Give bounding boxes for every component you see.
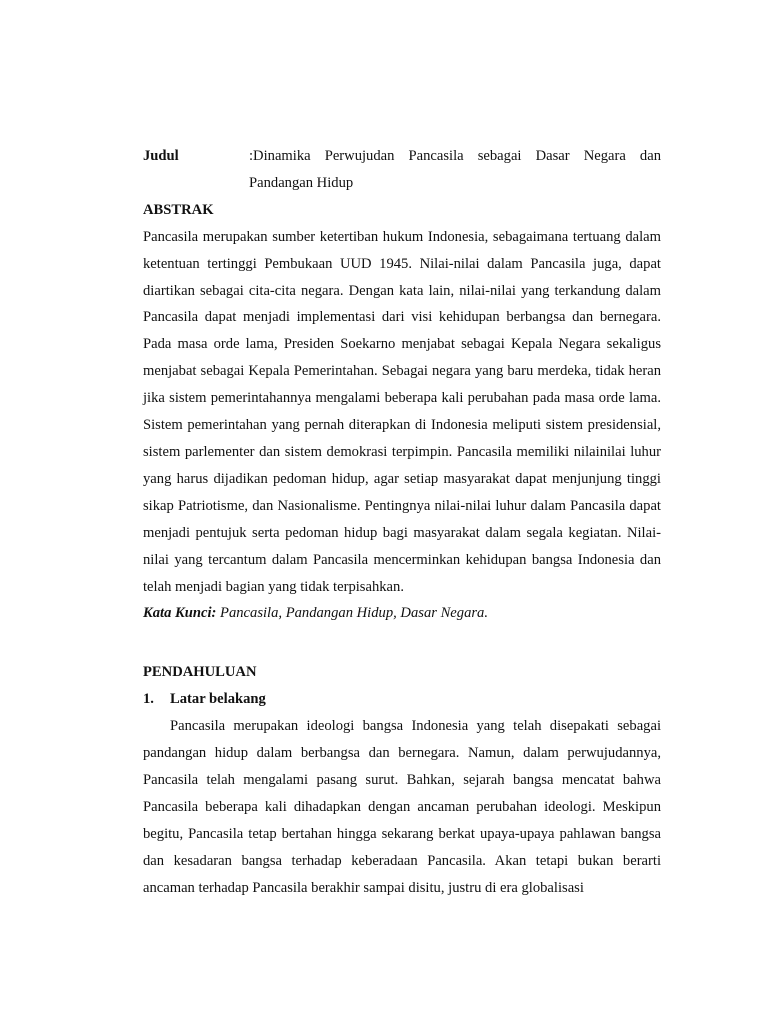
title-text: :Dinamika Perwujudan Pancasila sebagai Dasar Negara dan Pandangan Hidup [249, 148, 661, 191]
keywords-line [143, 600, 661, 627]
abstract-heading: ABSTRAK [143, 201, 214, 218]
introduction-body: Pancasila merupakan ideologi bangsa Indonesia yang telah disepakati sebagai pandangan hidup dalam berbangsa dan bernegara. Namun, dalam perwujudannya, Pancasila telah mengalami pasang surut. Bahkan, sejarah bangsa mencatat bahwa Pancasila beberapa kali dihadapkan dengan ancaman perubahan ideologi. Meskipun begitu, Pancasila tetap bertahan hingga sekarang berkat upaya-upaya pahlawan bangsa dan kesadaran bangsa terhadap keberadaan Pancasila. Akan tetapi bukan berarti ancaman terhadap Pancasila berakhir sampai disitu, justru di era globalisasi [143, 718, 661, 896]
subsection-number: 1. [143, 691, 154, 708]
keywords-text: Pancasila, Pandangan Hidup, Dasar Negara. [216, 605, 488, 622]
title-row [143, 143, 661, 197]
subsection-heading [143, 686, 661, 713]
title-label: Judul [143, 148, 179, 164]
abstract-body: Pancasila merupakan sumber ketertiban hukum Indonesia, sebagaimana tertuang dalam ketentuan tertinggi Pembukaan UUD 1945. Nilai-nilai dalam Pancasila juga, dapat diartikan sebagai cita-cita negara. Dengan kata lain, nilai-nilai yang terkandung dalam Pancasila dapat menjadi implementasi dari visi kehidupan berbangsa dan bernegara. Pada masa orde lama, Presiden Soekarno menjabat sebagai Kepala Negara sekaligus menjabat sebagai Kepala Pemerintahan. Sebagai negara yang baru merdeka, tidak heran jika sistem pemerintahannya mengalami beberapa kali perubahan pada masa orde lama. Sistem pemerintahan yang pernah diterapkan di Indonesia meliputi sistem presidensial, sistem parlementer dan sistem demokrasi terpimpin. Pancasila memiliki nilainilai luhur yang harus dijadikan pedoman hidup, agar setiap masyarakat dapat menjunjung tinggi sikap Patriotisme, dan Nasionalisme. Pentingnya nilai-nilai luhur dalam Pancasila dapat menjadi pentujuk serta pedoman hidup bagi masyarakat dalam segala kegiatan. Nilai-nilai yang tercantum dalam Pancasila mencerminkan kehidupan bangsa Indonesia dan telah menjadi bagian yang tidak terpisahkan. [143, 228, 661, 595]
keywords-label: Kata Kunci: [143, 605, 217, 622]
subsection-title: Latar belakang [170, 691, 266, 708]
section-spacer [143, 627, 661, 659]
document-page [143, 143, 661, 901]
introduction-heading: PENDAHULUAN [143, 664, 257, 681]
